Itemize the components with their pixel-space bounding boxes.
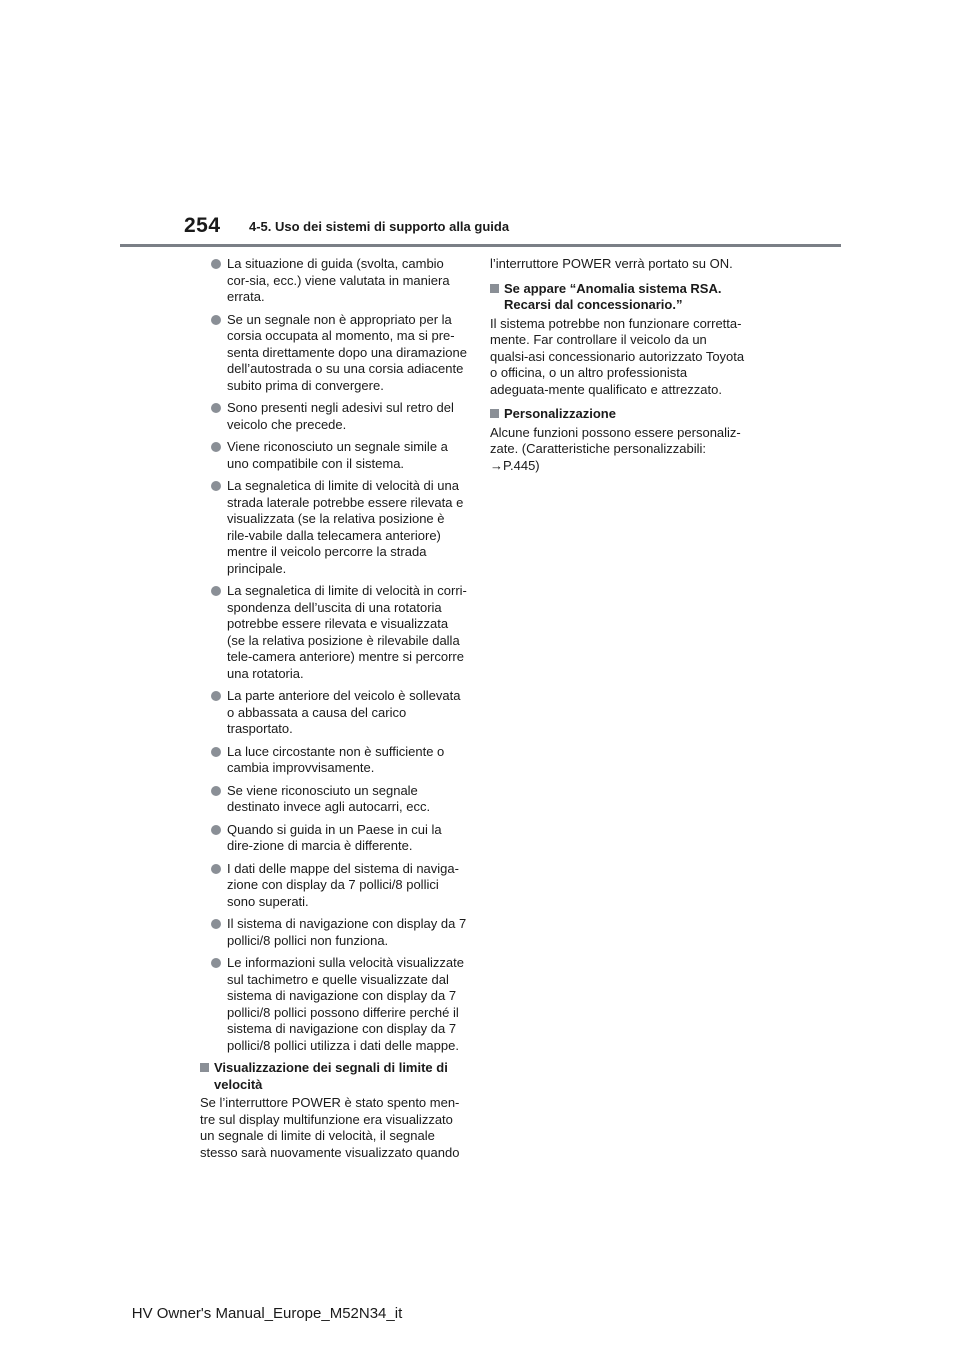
footer-text: HV Owner's Manual_Europe_M52N34_it: [131, 1305, 403, 1322]
bullet-icon: [211, 958, 221, 968]
list-item: Viene riconosciuto un segnale simile a uno compatibile con il sistema.: [200, 439, 468, 472]
square-bullet-icon: [200, 1063, 209, 1072]
list-item: La luce circostante non è sufficiente o cambia improvvisamente.: [200, 744, 468, 777]
list-item: La situazione di guida (svolta, cambio cor-sia, ecc.) viene valutata in maniera errata.: [200, 256, 468, 306]
square-bullet-icon: [490, 284, 499, 293]
bullet-icon: [211, 919, 221, 929]
bullet-icon: [211, 691, 221, 701]
bullet-icon: [211, 786, 221, 796]
list-item: Le informazioni sulla velocità visualizzate sul tachimetro e quelle visualizzate dal sistema di navigazione con display da 7 pollici/8 pollici possono differire perché il sistema di navigazione con display da 7 pollici/8 pollici utilizza i dati delle mappe.: [200, 955, 468, 1054]
subsection-heading: Personalizzazione: [490, 406, 748, 423]
bullet-icon: [211, 442, 221, 452]
list-item: Quando si guida in un Paese in cui la dire-zione di marcia è differente.: [200, 822, 468, 855]
bullet-icon: [211, 259, 221, 269]
body-paragraph: Alcune funzioni possono essere personaliz-zate. (Caratteristiche personalizzabili: →P.445): [490, 424, 741, 473]
list-item: Se un segnale non è appropriato per la corsia occupata al momento, ma si pre-senta direttamente dopo una diramazione dell’autostrada o su una corsia adiacente subito prima di convergere.: [200, 312, 468, 395]
subsection-heading: Se appare “Anomalia sistema RSA. Recarsi dal concessionario.”: [490, 281, 748, 314]
list-item: La segnaletica di limite di velocità di una strada laterale potrebbe essere rilevata e visualizzata (se la relativa posizione è rile-vabile dalla telecamera anteriore) mentre il veicolo percorre la strada principale.: [200, 478, 468, 577]
continuation-paragraph: l’interruttore POWER verrà portato su ON.: [490, 256, 733, 271]
body-paragraph: Il sistema potrebbe non funzionare corretta-mente. Far controllare il veicolo da un qualsi-asi concessionario autorizzato Toyota o officina, o un altro professionista adeguata-mente qualificato e attrezzato.: [490, 315, 745, 397]
body-paragraph: Se l’interruttore POWER è stato spento men-tre sul display multifunzione era visualizzato un segnale di limite di velocità, il segnale stesso sarà nuovamente visualizzato quando: [200, 1095, 460, 1160]
bullet-icon: [211, 825, 221, 835]
header-divider: [120, 244, 841, 247]
list-item: Sono presenti negli adesivi sul retro del veicolo che precede.: [200, 400, 468, 433]
list-item: La parte anteriore del veicolo è sollevata o abbassata a causa del carico trasportato.: [200, 688, 468, 738]
footer: [0, 1305, 960, 1322]
bullet-icon: [211, 586, 221, 596]
bullet-icon: [211, 747, 221, 757]
list-item: I dati delle mappe del sistema di naviga-zione con display da 7 pollici/8 pollici sono superati.: [200, 861, 468, 911]
list-item: La segnaletica di limite di velocità in corri-spondenza dell’uscita di una rotatoria potrebbe essere rilevata e visualizzata (se la relativa posizione è rilevabile dalla tele-camera anteriore) mentre si percorre una rotatoria.: [200, 583, 468, 682]
page-number: 254: [184, 214, 221, 237]
list-item: Se viene riconosciuto un segnale destinato invece agli autocarri, ecc.: [200, 783, 468, 816]
subsection-heading: Visualizzazione dei segnali di limite di velocità: [200, 1060, 468, 1093]
section-title: 4-5. Uso dei sistemi di supporto alla guida: [249, 219, 510, 234]
bullet-icon: [211, 864, 221, 874]
list-item: Il sistema di navigazione con display da 7 pollici/8 pollici non funziona.: [200, 916, 468, 949]
right-column: [490, 256, 748, 482]
left-column: [200, 256, 468, 1169]
bullet-icon: [211, 315, 221, 325]
bullet-icon: [211, 481, 221, 491]
bullet-icon: [211, 403, 221, 413]
square-bullet-icon: [490, 409, 499, 418]
